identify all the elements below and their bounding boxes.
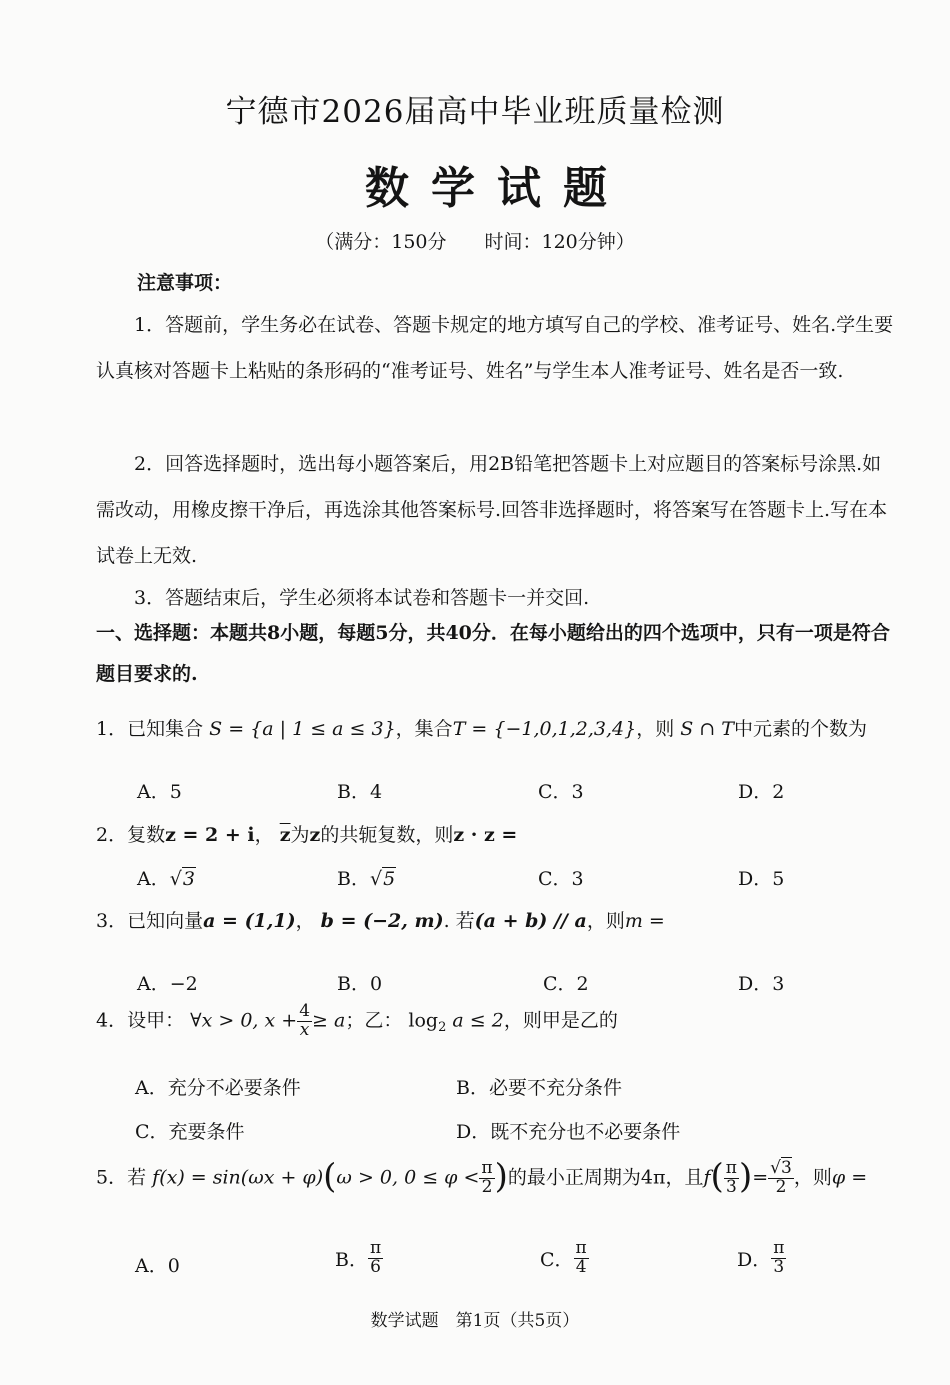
math-expression-text: z · z = [453, 824, 518, 846]
note-item-3-text: 3．答题结束后，学生必须将本试卷和答题卡一并交回. [134, 587, 590, 609]
question-text: ，则 [793, 1166, 832, 1189]
exam-title: 宁德市2026届高中毕业班质量检测 [225, 94, 725, 130]
question-number: 5． [96, 1166, 128, 1189]
question-text: ，则甲是乙的 [503, 1009, 618, 1032]
question-text: . 若 [443, 910, 475, 932]
note-item-1 [96, 302, 896, 394]
option-label: B． [335, 1248, 368, 1271]
math-expression: T = {−1,0,1,2,3,4} [452, 718, 637, 740]
math-expression: S ∩ T [680, 718, 734, 740]
question-number: 4． [96, 1009, 128, 1032]
numerator: √3 [770, 1158, 792, 1178]
option-a: A．充分不必要条件 [135, 1077, 301, 1099]
math-expression: S = {a | 1 ≤ a ≤ 3} [209, 718, 396, 740]
denominator: 4 [575, 1256, 587, 1277]
denominator: x [299, 1019, 310, 1040]
fraction [574, 1240, 589, 1277]
denominator: 2 [775, 1176, 787, 1197]
question-number: 3． [96, 910, 128, 932]
question-text: 的最小正周期为 [507, 1166, 641, 1189]
math-expression: ∀x > 0, x + [190, 1009, 298, 1032]
question-text: ，则 [636, 718, 675, 740]
math-expression: a ≤ 2 [452, 1009, 504, 1032]
subject-title: 数学试题 [365, 163, 629, 214]
question-text: ， [254, 824, 274, 846]
fraction [479, 1160, 494, 1197]
math-expression: b = (−2, m) [320, 910, 444, 932]
right-paren: ) [738, 1156, 753, 1197]
math-expression: f [703, 1166, 711, 1189]
page-footer: 数学试题 第1页（共5页） [370, 1311, 580, 1331]
denominator: 2 [481, 1176, 493, 1197]
math-expression: (a + b) // a [474, 910, 587, 932]
question-text: 为 [290, 824, 310, 846]
option-c: C．3 [538, 868, 584, 890]
question-number: 1． [96, 718, 128, 740]
notes-heading: 注意事项： [137, 272, 233, 294]
left-paren: ( [323, 1156, 337, 1197]
math-expression: $\overline{z}$ [279, 824, 291, 846]
note-item-2 [96, 441, 896, 579]
math-expression: φ = [831, 1166, 868, 1189]
option-label: A． [137, 868, 170, 890]
note-item-1-text: 1．答题前，学生务必在试卷、答题卡规定的地方填写自己的学校、准考证号、姓名.学生要认真核对答题卡上粘贴的条形码的“准考证号、姓名”与学生本人准考证号、姓名是否一致. [96, 314, 894, 382]
question-text: ，则 [586, 910, 625, 932]
question-text: 已知集合 [127, 718, 204, 740]
option-b: B．0 [337, 973, 383, 995]
option-b: B．4 [337, 781, 383, 803]
math-expression: z [309, 824, 321, 846]
numerator: π [773, 1238, 785, 1258]
math-expression: z = 2 + i [165, 824, 255, 846]
question-text: 复数 [127, 824, 166, 846]
fraction [297, 1003, 312, 1040]
option-c: C．2 [543, 973, 589, 995]
right-paren: ) [494, 1156, 508, 1197]
math-expression: log [408, 1009, 439, 1032]
math-expression: f(x) = sin(ωx + φ) [152, 1166, 324, 1189]
question-text: ， [295, 910, 315, 932]
option-a [137, 864, 196, 891]
math-expression: m = [624, 910, 665, 932]
denominator: 6 [370, 1256, 381, 1277]
math-expression: ω > 0, 0 ≤ φ < [336, 1166, 480, 1189]
math-expression [453, 824, 517, 846]
option-b: B．必要不充分条件 [456, 1077, 622, 1099]
math-expression: = [752, 1166, 769, 1189]
numerator: π [725, 1158, 737, 1178]
option-d: D．3 [738, 973, 785, 995]
denominator: 3 [725, 1176, 737, 1197]
sqrt-radicand: 5 [383, 868, 396, 890]
option-label: B． [337, 868, 370, 890]
option-d [737, 1240, 786, 1277]
sqrt-symbol: √5 [369, 868, 396, 890]
option-a: A．5 [137, 781, 182, 803]
sqrt-radicand: 3 [182, 868, 195, 890]
math-expression: a = (1,1) [203, 910, 296, 932]
option-d: D．2 [738, 781, 785, 803]
sqrt-symbol: √3 [169, 868, 195, 890]
option-c: C．3 [538, 781, 584, 803]
question-2 [96, 820, 517, 847]
option-b [335, 1240, 383, 1277]
numerator: 4 [299, 1001, 311, 1021]
question-text: ；乙： [345, 1009, 403, 1032]
option-d: D．5 [738, 868, 785, 890]
fraction [724, 1160, 739, 1197]
exam-meta: （满分：150分 时间：120分钟） [315, 231, 635, 253]
question-4 [96, 1003, 618, 1040]
fraction [768, 1160, 794, 1197]
question-text: 已知向量 [127, 910, 204, 932]
question-number: 2． [96, 824, 128, 846]
section-heading: 一、选择题：本题共8小题，每题5分，共40分．在每小题给出的四个选项中，只有一项是符合题目要求的. [96, 622, 890, 685]
option-a: A．0 [135, 1255, 180, 1277]
option-d: D．既不充分也不必要条件 [456, 1121, 681, 1143]
option-c [540, 1240, 589, 1277]
option-c: C．充要条件 [135, 1121, 245, 1143]
left-paren: ( [710, 1156, 724, 1197]
question-3 [96, 906, 665, 933]
option-label: D． [737, 1248, 772, 1271]
question-5 [96, 1156, 868, 1197]
sqrt-radicand: 3 [781, 1158, 792, 1178]
numerator: π [575, 1238, 587, 1258]
math-expression: ≥ a [312, 1009, 346, 1032]
question-1 [96, 714, 867, 741]
option-a: A．−2 [137, 973, 198, 995]
question-text: 设甲： [127, 1009, 185, 1032]
fraction [771, 1240, 786, 1277]
numerator: π [369, 1238, 382, 1258]
option-b [337, 864, 396, 891]
numerator: π [481, 1158, 493, 1178]
math-expression: 4π [640, 1166, 666, 1189]
denominator: 3 [773, 1256, 785, 1277]
option-label: C． [540, 1248, 574, 1271]
question-text: ，且 [665, 1166, 704, 1189]
question-text: 中元素的个数为 [733, 718, 867, 740]
log-base: 2 [438, 1020, 447, 1036]
question-text: ，集合 [395, 718, 453, 740]
note-item-2-text: 2．回答选择题时，选出每小题答案后，用2B铅笔把答题卡上对应题目的答案标号涂黑.如需改动，用橡皮擦干净后，再选涂其他答案标号.回答非选择题时，将答案写在答题卡上.写在本试卷上无效. [96, 453, 888, 567]
question-text: 的共轭复数，则 [320, 824, 454, 846]
question-text: 若 [127, 1166, 147, 1189]
fraction [368, 1240, 383, 1277]
